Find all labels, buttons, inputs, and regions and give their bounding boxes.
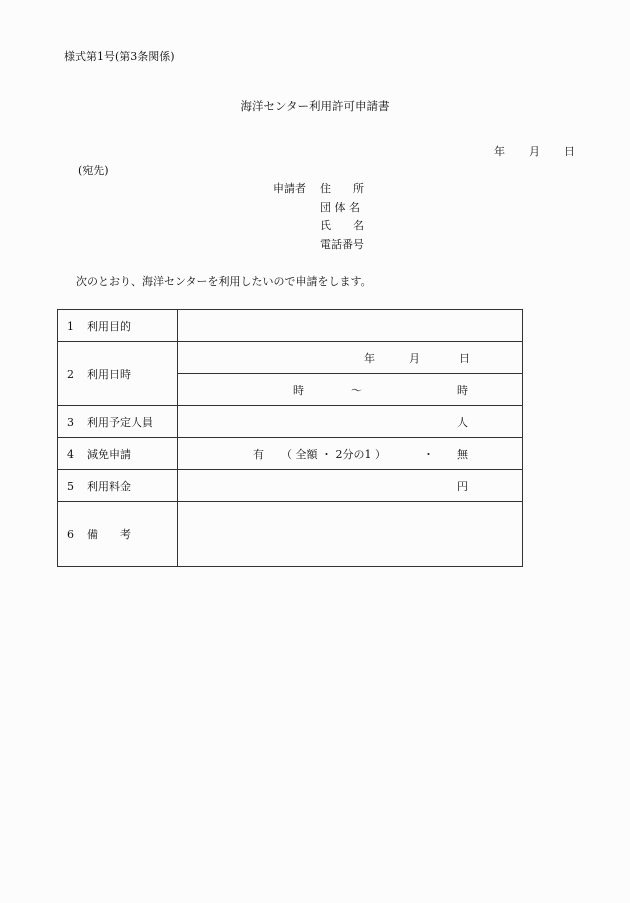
usage-year: 年 — [364, 351, 375, 365]
reduction-options: （ 全額 ・ 2分の1 ） — [281, 447, 386, 461]
row-label — [58, 438, 178, 470]
fee-unit: 円 — [457, 479, 468, 493]
row-label — [58, 342, 178, 406]
date-day: 日 — [564, 145, 575, 158]
row-number: 6 — [67, 528, 74, 541]
expected-people-field[interactable] — [178, 406, 523, 438]
group-name-label: 団 体 名 — [320, 201, 360, 214]
time-tilde: ～ — [351, 383, 362, 397]
table-row — [58, 342, 523, 374]
usage-day: 日 — [459, 351, 470, 365]
reduction-field[interactable] — [178, 438, 523, 470]
row-number: 2 — [67, 367, 74, 381]
form-number: 様式第1号(第3条関係) — [64, 50, 175, 63]
date-year: 年 — [494, 145, 505, 158]
table-row — [58, 406, 523, 438]
table-row — [58, 438, 523, 470]
time-from: 時 — [293, 383, 304, 397]
usage-time-field[interactable] — [178, 374, 523, 406]
table-row — [58, 502, 523, 567]
applicant-label: 申請者 — [273, 182, 306, 195]
people-unit: 人 — [457, 415, 468, 429]
row-label — [58, 502, 178, 567]
row-label — [58, 406, 178, 438]
row-label — [58, 470, 178, 502]
date-line — [494, 146, 575, 157]
address-label: 住 所 — [320, 182, 364, 195]
remarks-field[interactable] — [178, 502, 523, 567]
row-label — [58, 310, 178, 342]
row-title: 利用日時 — [87, 367, 131, 381]
phone-label: 電話番号 — [320, 238, 364, 251]
reduction-separator: ・ — [423, 447, 434, 461]
row-number: 3 — [67, 415, 74, 429]
fee-field[interactable] — [178, 470, 523, 502]
addressee: (宛先) — [78, 164, 109, 177]
usage-month: 月 — [409, 351, 420, 365]
date-month: 月 — [529, 145, 540, 158]
purpose-field[interactable] — [178, 310, 523, 342]
reduction-yes: 有 — [253, 447, 264, 461]
document-title: 海洋センター利用許可申請書 — [240, 99, 390, 113]
time-to: 時 — [457, 383, 468, 397]
reduction-no: 無 — [457, 447, 468, 461]
row-title: 利用料金 — [87, 479, 131, 493]
row-title: 備 考 — [87, 528, 131, 541]
row-title: 減免申請 — [87, 447, 131, 461]
row-title: 利用予定人員 — [87, 415, 153, 429]
table-row — [58, 470, 523, 502]
row-title: 利用目的 — [87, 319, 131, 333]
row-number: 5 — [67, 479, 74, 493]
table-row — [58, 310, 523, 342]
row-number: 4 — [67, 447, 74, 461]
intro-text: 次のとおり、海洋センターを利用したいので申請をします。 — [76, 275, 372, 288]
row-number: 1 — [67, 319, 74, 333]
name-label: 氏 名 — [320, 219, 364, 232]
application-table — [57, 309, 523, 567]
usage-date-field[interactable] — [178, 342, 523, 374]
